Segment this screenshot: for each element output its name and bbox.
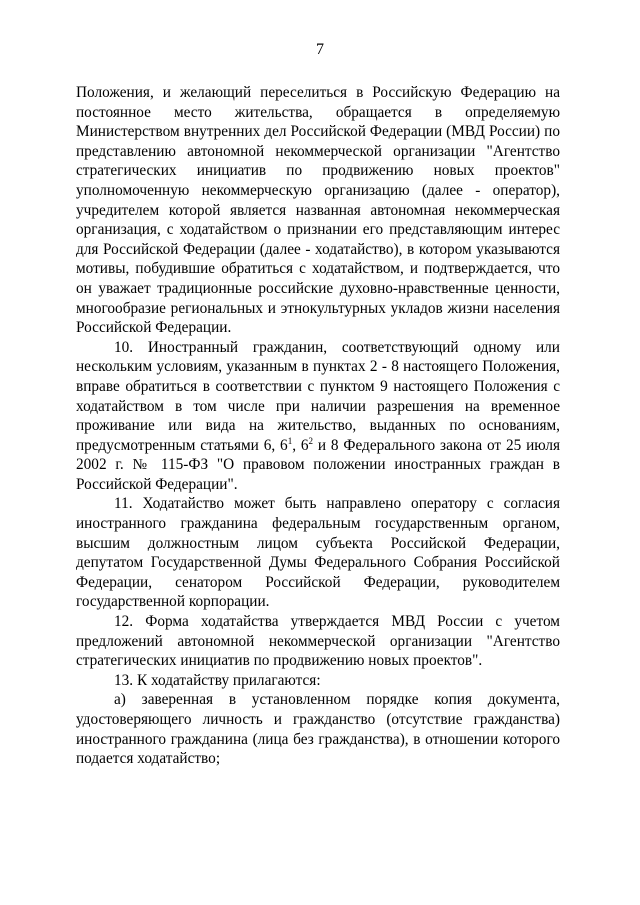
paragraph-continuation: Положения, и желающий переселиться в Российскую Федерацию на постоянное место жительства, обращается в определяемую Министерством внутренних дел Российской Федерации (МВД России) по представлению автономной некоммерческой организации "Агентство стратегических инициатив по продвижению новых проектов" уполномоченную некоммерческую организацию (далее - оператор), учредителем которой является названная автономная некоммерческая организация, с ходатайством о признании его представляющим интерес для Российской Федерации (далее - ходатайство), в котором указываются мотивы, побудившие обратиться с ходатайством, и подтверждается, что он уважает традиционные российские духовно-нравственные ценности, многообразие региональных и этнокультурных укладов жизни населения Российской Федерации. — [76, 84, 560, 337]
page-number: 7 — [316, 41, 324, 58]
paragraph-10-text-before: 10. Иностранный гражданин, соответствующий одному или нескольким условиям, указанным в пунктах 2 - 8 настоящего Положения, вправе обратиться в соответствии с пунктом 9 настоящего Положения с ходатайством в том числе при наличии разрешения на временное проживание или вида на жительство, выданных по основаниям, предусмотренным статьями 6, 6 — [76, 338, 560, 454]
paragraph-12: 12. Форма ходатайства утверждается МВД России с учетом предложений автономной некоммерческой организации "Агентство стратегических инициатив по продвижению новых проектов". — [76, 613, 560, 670]
paragraph-11: 11. Ходатайство может быть направлено оператору с согласия иностранного гражданина федеральным государственным органом, высшим должностным лицом субъекта Российской Федерации, депутатом Государственной Думы Федерального Собрания Российской Федерации, сенатором Российской Федерации, руководителем государственной корпорации. — [76, 495, 560, 611]
superscript-2: 2 — [308, 435, 314, 446]
document-body — [76, 83, 560, 769]
paragraph-10 — [76, 338, 560, 495]
paragraph-10-text-after: и 8 Федерального закона от 25 июля 2002 г. № 115-ФЗ "О правовом положении иностранных граждан в Российской Федерации". — [76, 436, 561, 493]
paragraph-10-text-mid: , 6 — [292, 436, 309, 454]
paragraph-13: 13. К ходатайству прилагаются: — [114, 671, 321, 689]
paragraph-13a: а) заверенная в установленном порядке копия документа, удостоверяющего личность и гражданство (отсутствие гражданства) иностранного гражданина (лица без гражданства), в отношении которого подается ходатайство; — [76, 691, 560, 768]
superscript-1: 1 — [287, 435, 293, 446]
